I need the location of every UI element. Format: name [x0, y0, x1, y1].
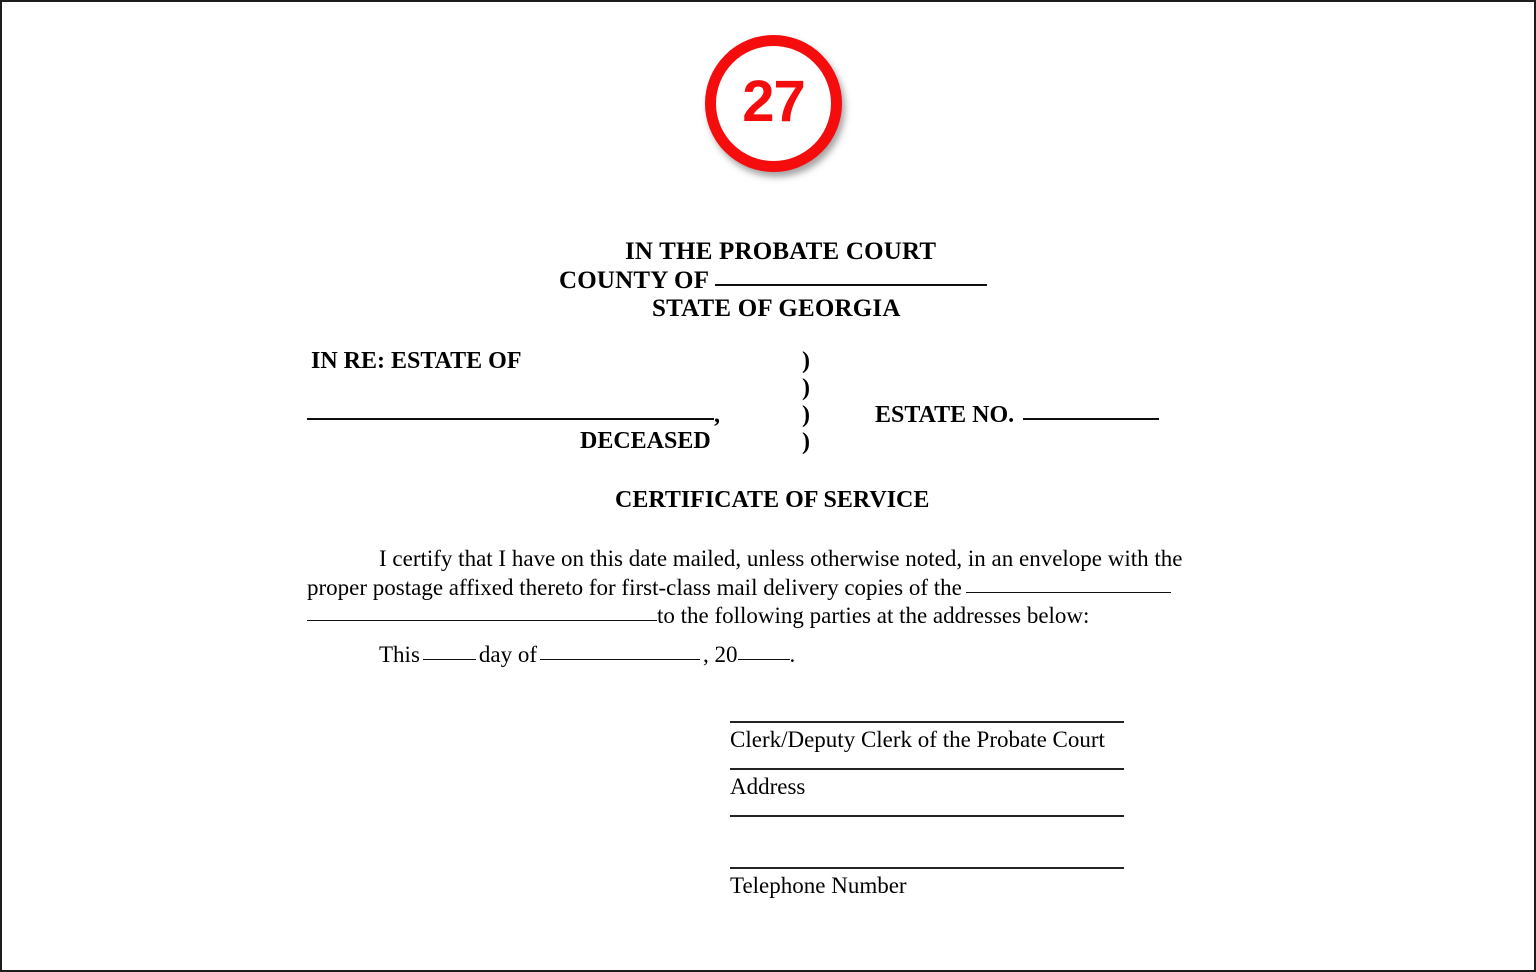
- document-name-blank-field-1[interactable]: [966, 592, 1171, 593]
- caption-paren-1: ): [802, 348, 810, 374]
- estate-number-blank-field[interactable]: [1023, 418, 1159, 420]
- caption-paren-3: ): [802, 402, 810, 428]
- date-year-blank-field[interactable]: [738, 659, 790, 660]
- document-name-blank-field-2[interactable]: [307, 620, 657, 621]
- certificate-title: CERTIFICATE OF SERVICE: [615, 487, 930, 513]
- date-this-label: This: [379, 642, 420, 667]
- address-label: Address: [730, 774, 806, 799]
- body-line-3-text: to the following parties at the addresses below:: [657, 603, 1090, 628]
- date-day-blank-field[interactable]: [423, 659, 476, 660]
- signature-spacer-1: [730, 754, 1124, 768]
- caption-paren-2: ): [802, 375, 810, 401]
- signature-spacer-2: [730, 801, 1124, 815]
- county-label: COUNTY OF: [559, 267, 709, 294]
- county-blank-field[interactable]: [715, 284, 987, 286]
- estate-name-row: [307, 401, 720, 429]
- telephone-label: Telephone Number: [730, 873, 907, 898]
- county-heading: [559, 266, 987, 296]
- signature-block: [730, 721, 1124, 900]
- estate-number-label: ESTATE NO.: [875, 402, 1015, 428]
- body-line-2-text: proper postage affixed thereto for first-class mail delivery copies of the: [307, 575, 962, 600]
- estate-name-blank-field[interactable]: [307, 418, 714, 420]
- estate-number-row: [875, 401, 1159, 429]
- certificate-body-line-3: [307, 602, 1089, 630]
- date-day-of-label: day of: [478, 642, 538, 667]
- caption-paren-4: ): [802, 429, 810, 455]
- certificate-body-line-1: I certify that I have on this date mailed, unless otherwise noted, in an envelope with the: [379, 546, 1183, 571]
- court-heading: IN THE PROBATE COURT: [625, 238, 937, 265]
- deceased-label: DECEASED: [580, 428, 711, 454]
- badge-number-label: 27: [742, 69, 805, 134]
- estate-name-comma: ,: [714, 402, 720, 428]
- date-year-prefix: , 20: [703, 642, 738, 667]
- date-line: [379, 641, 795, 669]
- date-period: .: [789, 642, 796, 667]
- in-re-estate-label: IN RE: ESTATE OF: [311, 348, 522, 374]
- clerk-signature-label: Clerk/Deputy Clerk of the Probate Court: [730, 727, 1105, 752]
- date-month-blank-field[interactable]: [540, 659, 700, 660]
- signature-spacer-3: [730, 817, 1124, 867]
- page-number-badge: [705, 35, 842, 172]
- certificate-body-line-2: [307, 574, 1171, 602]
- state-heading: STATE OF GEORGIA: [652, 295, 901, 322]
